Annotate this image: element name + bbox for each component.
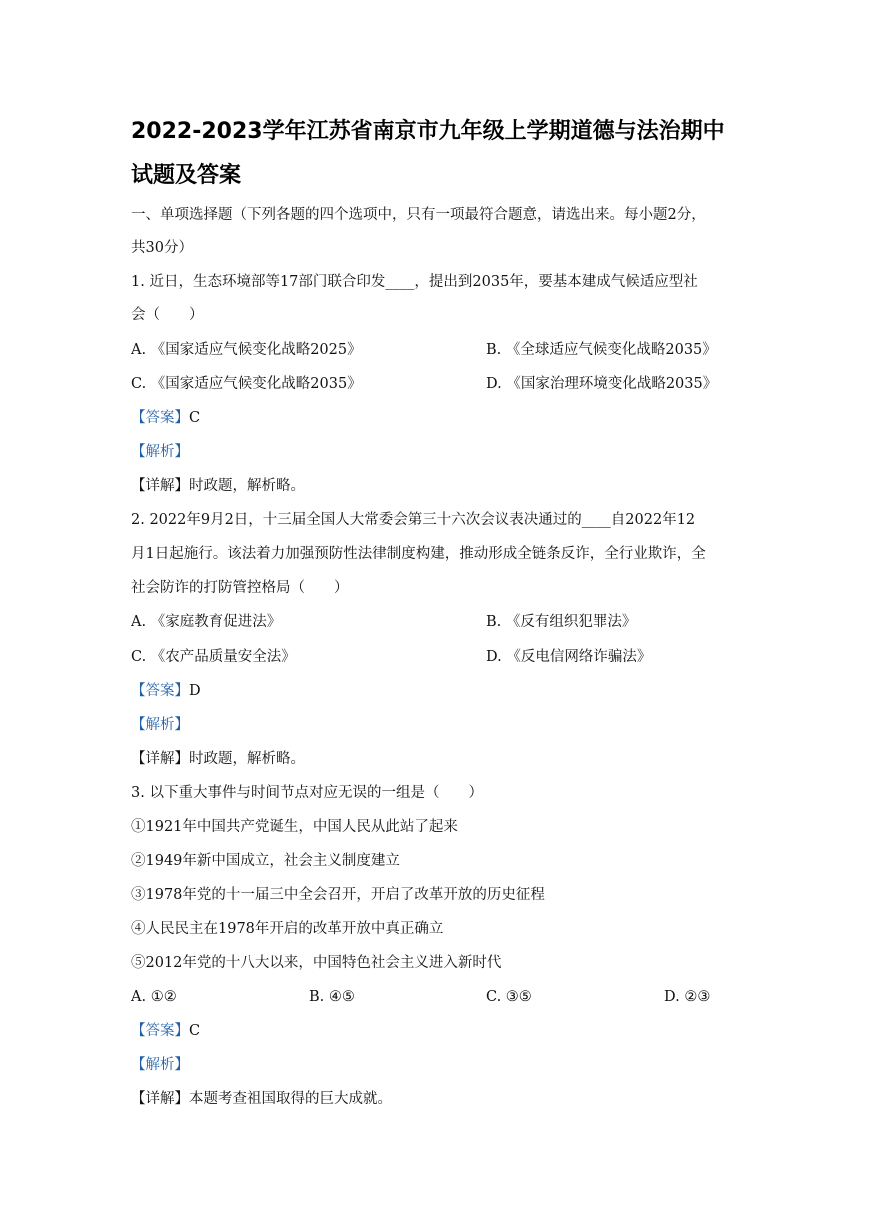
q1-option-b: B. 《全球适应气候变化战略2035》: [486, 342, 717, 358]
document-title-line-2: 试题及答案: [131, 163, 242, 188]
q3-option-b: B. ④⑤: [309, 989, 355, 1005]
q1-stem-line-1: 1. 近日，生态环境部等17部门联合印发____，提出到2035年，要基本建成气候适应型社: [131, 274, 698, 290]
q2-option-a: A. 《家庭教育促进法》: [131, 614, 282, 630]
q1-analysis-label: 【解析】: [131, 444, 189, 460]
q2-answer: [131, 681, 201, 701]
q2-answer-value: D: [189, 683, 201, 699]
q3-answer: [131, 1021, 200, 1041]
q1-answer-label: 【答案】: [131, 410, 189, 426]
q3-answer-value: C: [189, 1023, 201, 1039]
q1-option-c: C. 《国家适应气候变化战略2035》: [131, 376, 362, 392]
q3-stem-line-1: 3. 以下重大事件与时间节点对应无误的一组是（ ）: [131, 785, 483, 801]
q2-stem-line-2: 月1日起施行。该法着力加强预防性法律制度构建，推动形成全链条反诈，全行业欺诈，全: [131, 546, 706, 562]
q1-stem-line-2: 会（ ）: [131, 307, 204, 323]
q1-option-d: D. 《国家治理环境变化战略2035》: [486, 376, 718, 392]
q1-detail: 【详解】时政题，解析略。: [131, 478, 305, 494]
q3-item-2: ②1949年新中国成立，社会主义制度建立: [131, 853, 400, 869]
q3-analysis-label: 【解析】: [131, 1057, 189, 1073]
q2-option-d: D. 《反电信网络诈骗法》: [486, 649, 652, 665]
q1-option-a: A. 《国家适应气候变化战略2025》: [131, 342, 362, 358]
q2-option-b: B. 《反有组织犯罪法》: [486, 614, 637, 630]
document-title-line-1: 2022-2023学年江苏省南京市九年级上学期道德与法治期中: [131, 119, 725, 144]
q2-detail: 【详解】时政题，解析略。: [131, 751, 305, 767]
q2-answer-label: 【答案】: [131, 683, 189, 699]
q2-stem-line-3: 社会防诈的打防管控格局（ ）: [131, 580, 349, 596]
q3-item-4: ④人民民主在1978年开启的改革开放中真正确立: [131, 921, 444, 937]
q3-item-3: ③1978年党的十一届三中全会召开，开启了改革开放的历史征程: [131, 887, 545, 903]
q2-stem-line-1: 2. 2022年9月2日，十三届全国人大常委会第三十六次会议表决通过的____自2022年12: [131, 512, 696, 528]
q3-option-d: D. ②③: [664, 989, 711, 1005]
q3-item-5: ⑤2012年党的十八大以来，中国特色社会主义进入新时代: [131, 955, 502, 971]
q3-answer-label: 【答案】: [131, 1023, 189, 1039]
section-heading-line-2: 共30分）: [131, 240, 193, 256]
q1-answer: [131, 408, 200, 428]
q3-detail: 【详解】本题考查祖国取得的巨大成就。: [131, 1091, 392, 1107]
q2-option-c: C. 《农产品质量安全法》: [131, 649, 296, 665]
q2-analysis-label: 【解析】: [131, 717, 189, 733]
q1-answer-value: C: [189, 410, 201, 426]
q3-option-a: A. ①②: [131, 989, 177, 1005]
q3-item-1: ①1921年中国共产党诞生，中国人民从此站了起来: [131, 819, 458, 835]
q3-option-c: C. ③⑤: [486, 989, 532, 1005]
section-heading-line-1: 一、单项选择题（下列各题的四个选项中，只有一项最符合题意，请选出来。每小题2分，: [131, 207, 706, 223]
